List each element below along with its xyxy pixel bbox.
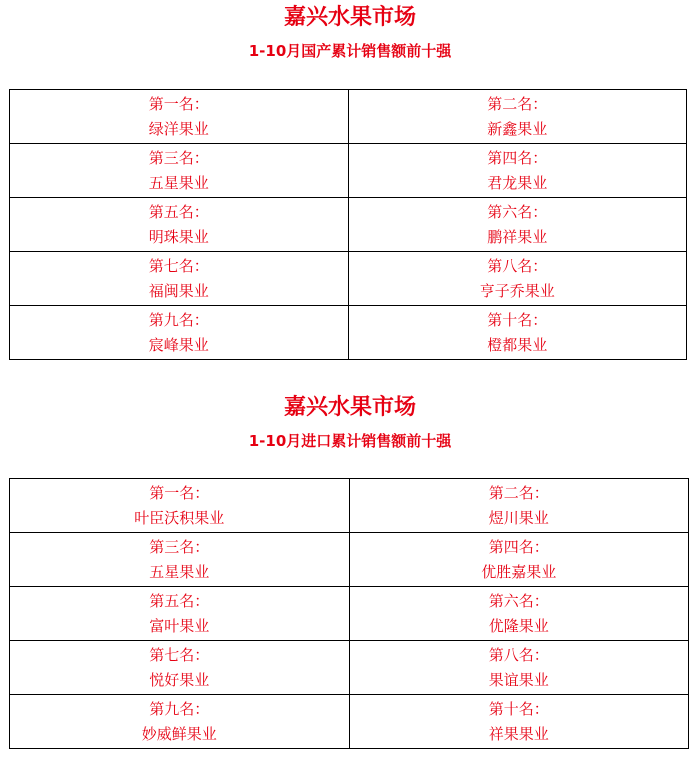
company-name: 优胜嘉果业 bbox=[481, 562, 557, 581]
ranking-table bbox=[9, 478, 689, 749]
rank-cell bbox=[349, 533, 689, 587]
rank-label: 第六名： bbox=[487, 202, 548, 221]
company-name: 鹏祥果业 bbox=[487, 227, 548, 246]
rank-cell bbox=[10, 695, 350, 749]
company-name: 果谊果业 bbox=[488, 670, 549, 689]
rank-label: 第九名： bbox=[149, 699, 210, 718]
rank-cell bbox=[10, 252, 349, 306]
company-name: 宸峰果业 bbox=[148, 335, 209, 354]
rank-label: 第九名： bbox=[148, 310, 209, 329]
rank-label: 第十名： bbox=[488, 699, 549, 718]
rank-label: 第二名： bbox=[488, 483, 549, 502]
rank-cell bbox=[10, 587, 350, 641]
ranking-table bbox=[9, 89, 687, 360]
rank-cell bbox=[348, 144, 687, 198]
rank-cell bbox=[349, 695, 689, 749]
table-row bbox=[10, 144, 687, 198]
rank-label: 第一名： bbox=[149, 483, 210, 502]
rank-cell bbox=[349, 587, 689, 641]
rank-label: 第二名： bbox=[487, 94, 548, 113]
table-row bbox=[10, 695, 689, 749]
rank-cell bbox=[10, 306, 349, 360]
rank-label: 第七名： bbox=[148, 256, 209, 275]
rank-label: 第八名： bbox=[488, 645, 549, 664]
table-row bbox=[10, 587, 689, 641]
rank-label: 第十名： bbox=[487, 310, 548, 329]
table-row bbox=[10, 198, 687, 252]
company-name: 妙威鲜果业 bbox=[141, 724, 217, 743]
company-name: 优隆果业 bbox=[488, 616, 549, 635]
rank-label: 第四名： bbox=[488, 537, 549, 556]
company-name: 五星果业 bbox=[149, 562, 210, 581]
company-name: 叶臣沃积果业 bbox=[134, 508, 225, 527]
table-row bbox=[10, 479, 689, 533]
rank-label: 第五名： bbox=[148, 202, 209, 221]
company-name: 新鑫果业 bbox=[487, 119, 548, 138]
company-name: 绿洋果业 bbox=[148, 119, 209, 138]
table-row bbox=[10, 252, 687, 306]
table-row bbox=[10, 533, 689, 587]
ranking-subtitle: 1-10月进口累计销售额前十强 bbox=[248, 432, 452, 450]
rank-cell bbox=[10, 479, 350, 533]
rank-label: 第五名： bbox=[149, 591, 210, 610]
table-row bbox=[10, 90, 687, 144]
company-name: 明珠果业 bbox=[148, 227, 209, 246]
company-name: 煜川果业 bbox=[488, 508, 549, 527]
company-name: 富叶果业 bbox=[149, 616, 210, 635]
rank-cell bbox=[348, 198, 687, 252]
market-title: 嘉兴水果市场 bbox=[283, 395, 416, 420]
rank-cell bbox=[10, 144, 349, 198]
rank-label: 第四名： bbox=[487, 148, 548, 167]
table-row bbox=[10, 641, 689, 695]
rank-label: 第六名： bbox=[488, 591, 549, 610]
rank-label: 第八名： bbox=[487, 256, 548, 275]
rank-label: 第一名： bbox=[148, 94, 209, 113]
rank-label: 第七名： bbox=[149, 645, 210, 664]
company-name: 亨子乔果业 bbox=[479, 281, 555, 300]
rank-cell bbox=[348, 90, 687, 144]
company-name: 君龙果业 bbox=[487, 173, 548, 192]
rank-cell bbox=[349, 641, 689, 695]
rank-cell bbox=[10, 198, 349, 252]
company-name: 五星果业 bbox=[148, 173, 209, 192]
rank-label: 第三名： bbox=[149, 537, 210, 556]
rank-cell bbox=[348, 252, 687, 306]
rank-cell bbox=[348, 306, 687, 360]
rank-label: 第三名： bbox=[148, 148, 209, 167]
rank-cell bbox=[10, 533, 350, 587]
company-name: 橙都果业 bbox=[487, 335, 548, 354]
table-row bbox=[10, 306, 687, 360]
company-name: 福闽果业 bbox=[148, 281, 209, 300]
company-name: 悦好果业 bbox=[149, 670, 210, 689]
ranking-subtitle: 1-10月国产累计销售额前十强 bbox=[248, 42, 452, 60]
market-title: 嘉兴水果市场 bbox=[283, 5, 416, 30]
rank-cell bbox=[10, 90, 349, 144]
rank-cell bbox=[349, 479, 689, 533]
company-name: 祥果果业 bbox=[488, 724, 549, 743]
rank-cell bbox=[10, 641, 350, 695]
